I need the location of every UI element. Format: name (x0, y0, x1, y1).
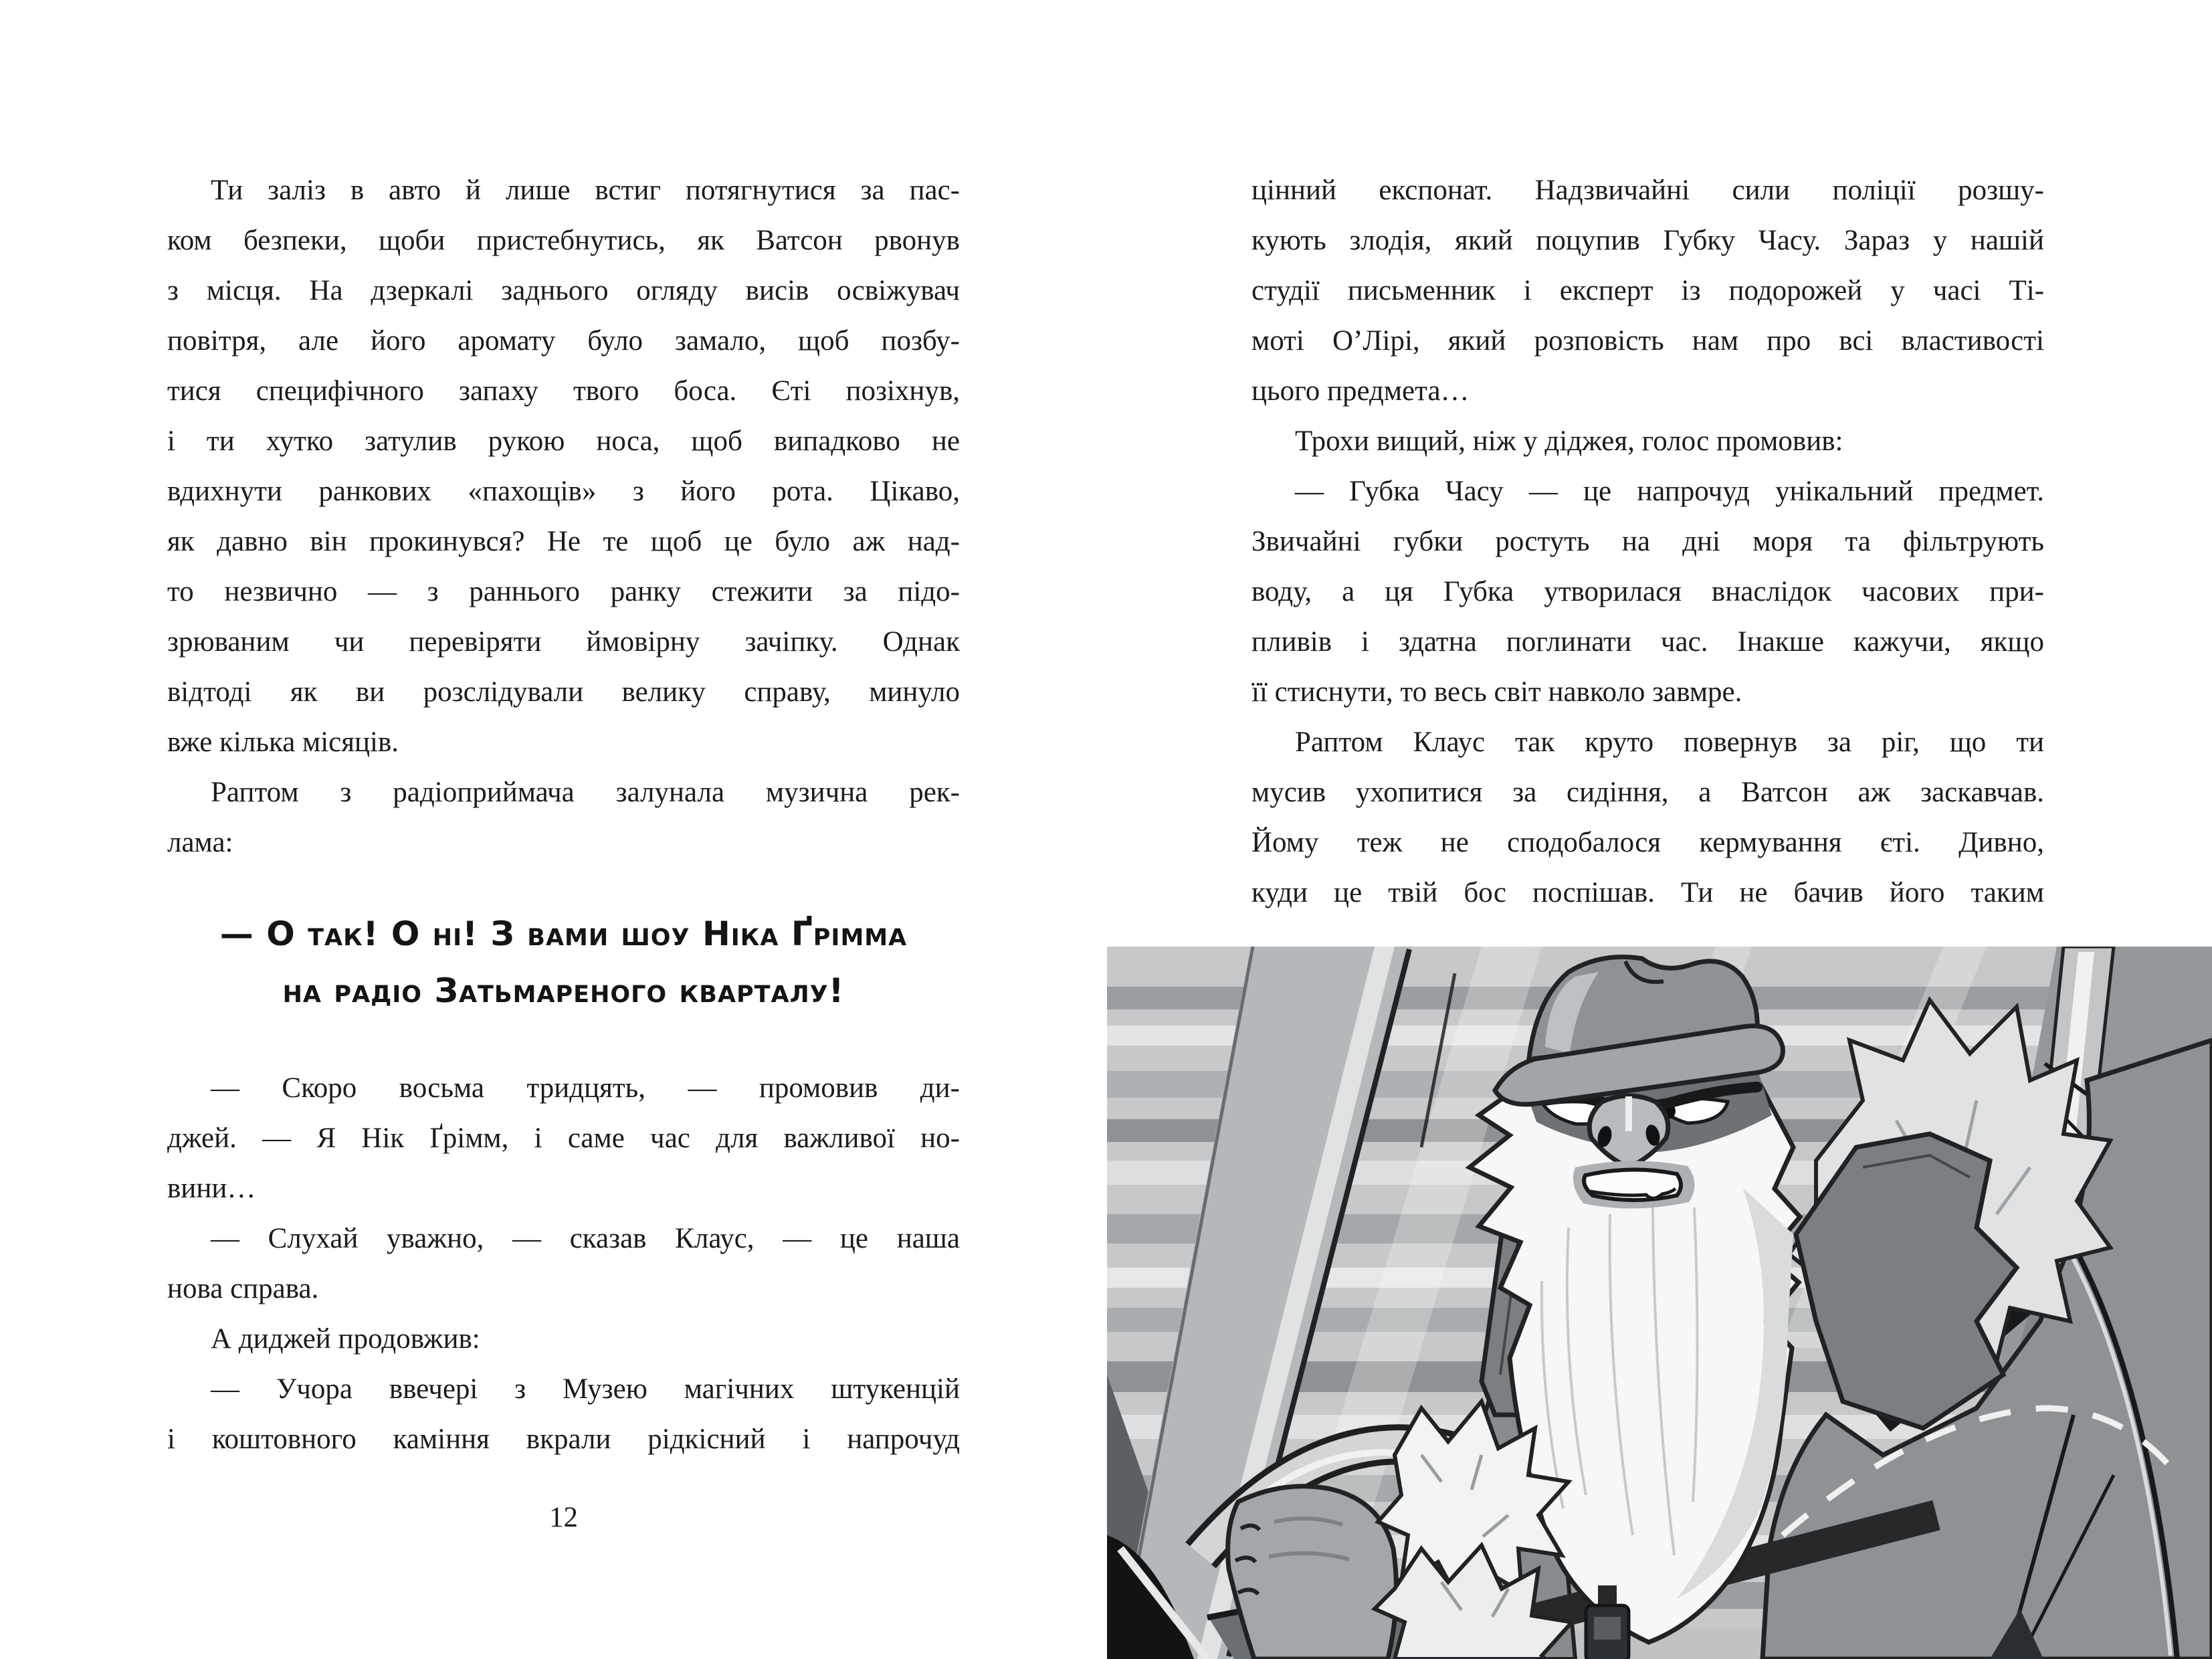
text-line: мусив ухопитися за сидіння, а Ватсон аж заскавчав. (1251, 777, 2044, 808)
text-line: і ти хутко затулив рукою носа, щоб випадково не (167, 425, 960, 457)
text-line: її стиснути, то весь світ навколо завмре. (1251, 676, 1742, 708)
text-line: Раптом Клаус так круто повернув за ріг, що ти (1295, 726, 2044, 758)
text-line: — Скоро восьма тридцять, — промовив ди- (211, 1072, 960, 1104)
text-line: моті О’Лірі, який розповість нам про всі властивості (1251, 325, 2044, 357)
text-line: вже кілька місяців. (167, 726, 399, 758)
text-line: тися специфічного запаху твого боса. Єті позіхнув, (167, 375, 960, 407)
text-line: відтоді як ви розслідували велику справу, минуло (167, 676, 960, 708)
text-line: Йому теж не сподобалося кермування єті. Дивно, (1251, 827, 2044, 858)
text-line: з місця. На дзеркалі заднього огляду висів освіжувач (167, 275, 960, 306)
yeti-driving-illustration (1107, 947, 2212, 1659)
page-number: 12 (549, 1502, 578, 1533)
text-line: Раптом з радіоприймача залунала музична рек- (211, 777, 960, 808)
radio-jingle (167, 906, 960, 1019)
text-line: джей. — Я Нік Ґрімм, і саме час для важливої но- (167, 1123, 960, 1154)
text-line: — Слухай уважно, — сказав Клаус, — це наша (211, 1223, 960, 1254)
text-line: як давно він прокинувся? Не те щоб це було аж над- (167, 526, 960, 557)
text-line: — Учора ввечері з Музею магічних штукенцій (211, 1373, 960, 1405)
text-line: і коштовного каміння вкрали рідкісний і напрочуд (167, 1424, 960, 1455)
text-line: зрюваним чи перевіряти ймовірну зачіпку. Однак (167, 626, 960, 658)
text-line: Звичайні губки ростуть на дні моря та фільтрують (1251, 526, 2044, 557)
text-line: цінний експонат. Надзвичайні сили поліції розшу- (1251, 175, 2044, 206)
text-line: — Губка Часу — це напрочуд унікальний предмет. (1295, 476, 2044, 507)
text-line: вини… (167, 1173, 256, 1204)
text-line: нова справа. (167, 1273, 319, 1304)
right-paragraphs (1251, 165, 2044, 918)
text-line: воду, а ця Губка утворилася внаслідок часових при- (1251, 576, 2044, 607)
text-line: ком безпеки, щоби пристебнутись, як Ватсон рвонув (167, 225, 960, 256)
text-line: повітря, але його аромату було замало, щоб позбу- (167, 325, 960, 357)
text-line: цього предмета… (1251, 375, 1470, 407)
text-line: куди це твій бос поспішав. Ти не бачив його таким (1251, 877, 2044, 908)
text-line: вдихнути ранкових «пахощів» з його рота. Цікаво, (167, 476, 960, 507)
text-line: Ти заліз в авто й лише встиг потягнутися за пас- (211, 175, 960, 206)
yeti-hand (1228, 1486, 1397, 1659)
left-paragraphs-top (167, 165, 960, 868)
text-line: лама: (167, 827, 233, 858)
left-paragraphs-bottom (167, 1063, 960, 1464)
text-line: А диджей продовжив: (211, 1323, 480, 1355)
text-line: пливів і здатна поглинати час. Інакше кажучи, якщо (1251, 626, 2044, 658)
jingle-line: — О так! О ні! З вами шоу Ніка Ґрімма (219, 914, 908, 953)
text-line: студії письменник і експерт із подорожей у часі Ті- (1251, 275, 2044, 306)
jingle-line: на радіо Затьмареного кварталу! (282, 971, 845, 1010)
text-line: кують злодія, який поцупив Губку Часу. Зараз у нашій (1251, 225, 2044, 256)
text-line: Трохи вищий, ніж у діджея, голос промовив: (1295, 425, 1843, 457)
text-line: то незвично — з раннього ранку стежити за підо- (167, 576, 960, 607)
